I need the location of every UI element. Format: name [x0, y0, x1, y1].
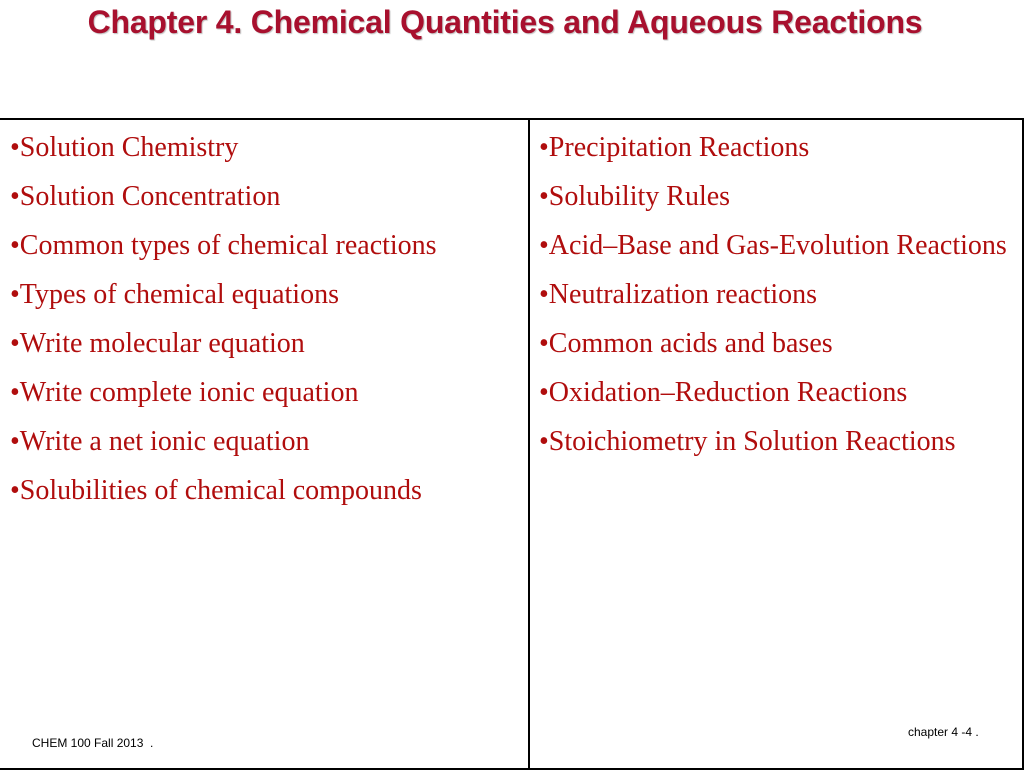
list-item: •Stoichiometry in Solution Reactions	[539, 426, 956, 457]
list-item: •Solution Chemistry	[10, 132, 239, 163]
list-item: •Oxidation–Reduction Reactions	[539, 377, 908, 408]
column-divider	[528, 120, 530, 768]
list-item: •Write complete ionic equation	[10, 377, 359, 408]
list-item: •Write a net ionic equation	[10, 426, 310, 457]
list-item: •Solution Concentration	[10, 181, 281, 212]
content-table	[0, 118, 1024, 770]
list-item: •Solubility Rules	[539, 181, 731, 212]
list-item: •Neutralization reactions	[539, 279, 818, 310]
list-item: •Acid–Base and Gas-Evolution Reactions	[539, 230, 1007, 261]
list-item: •Solubilities of chemical compounds	[10, 475, 422, 506]
list-item: •Write molecular equation	[10, 328, 305, 359]
list-item: •Types of chemical equations	[10, 279, 339, 310]
slide-title: Chapter 4. Chemical Quantities and Aqueous Reactions	[87, 4, 923, 40]
list-item: •Precipitation Reactions	[539, 132, 810, 163]
right-topic-list	[539, 128, 1017, 471]
course-footer: CHEM 100 Fall 2013 .	[32, 736, 154, 750]
list-item: •Common acids and bases	[539, 328, 833, 359]
list-item: •Common types of chemical reactions	[10, 230, 437, 261]
left-topic-list	[10, 128, 520, 520]
page-number: chapter 4 -4 .	[908, 725, 979, 739]
